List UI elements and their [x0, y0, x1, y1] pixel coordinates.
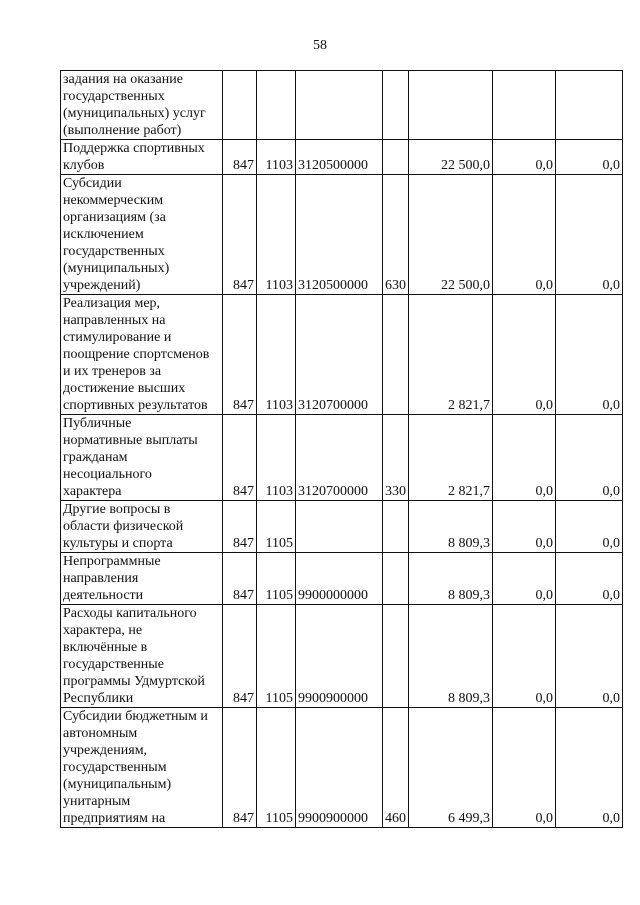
section-code-cell [257, 553, 296, 605]
amount-year2-cell [493, 175, 556, 295]
amount-year3-cell [556, 415, 623, 501]
row-name-text: Расходы капитального характера, не включённые в государственные программы Удмуртской Республики [63, 606, 205, 706]
amount-year3-text: 0,0 [602, 158, 620, 173]
target-article-text: 9900900000 [298, 811, 368, 826]
ved-code-cell [223, 175, 257, 295]
amount-year2-text: 0,0 [535, 158, 553, 173]
amount-year2-text: 0,0 [535, 278, 553, 293]
amount-year3-text: 0,0 [602, 588, 620, 603]
row-name-text: Поддержка спортивных клубов [63, 141, 205, 173]
ved-code-text: 847 [233, 588, 254, 603]
section-code-text: 1103 [265, 278, 293, 293]
row-name-text: Публичные нормативные выплаты гражданам несоциального характера [63, 416, 198, 499]
row-name-cell [61, 501, 223, 553]
ved-code-cell [223, 140, 257, 175]
row-name-cell [61, 553, 223, 605]
table-row [61, 71, 623, 140]
amount-year2-cell [493, 415, 556, 501]
ved-code-cell [223, 71, 257, 140]
expense-type-text: 460 [385, 811, 406, 826]
amount-year3-cell [556, 140, 623, 175]
section-code-cell [257, 175, 296, 295]
ved-code-cell [223, 295, 257, 415]
expense-type-cell [383, 415, 409, 501]
amount-year1-cell [409, 295, 493, 415]
ved-code-cell [223, 553, 257, 605]
target-article-text: 9900900000 [298, 691, 368, 706]
expense-type-cell [383, 553, 409, 605]
table-row [61, 501, 623, 553]
amount-year3-cell [556, 708, 623, 828]
amount-year1-text: 22 500,0 [441, 158, 490, 173]
ved-code-cell [223, 605, 257, 708]
target-article-cell [296, 175, 383, 295]
target-article-text: 3120500000 [298, 158, 368, 173]
ved-code-text: 847 [233, 398, 254, 413]
section-code-text: 1103 [265, 398, 293, 413]
row-name-cell [61, 295, 223, 415]
amount-year2-text: 0,0 [535, 536, 553, 551]
amount-year2-cell [493, 501, 556, 553]
table-row [61, 605, 623, 708]
expense-type-cell [383, 708, 409, 828]
expense-type-cell [383, 71, 409, 140]
amount-year3-cell [556, 175, 623, 295]
amount-year2-cell [493, 295, 556, 415]
amount-year1-text: 22 500,0 [441, 278, 490, 293]
row-name-text: задания на оказание государственных (муниципальных) услуг (выполнение работ) [63, 72, 206, 138]
row-name-cell [61, 605, 223, 708]
target-article-cell [296, 140, 383, 175]
table-row [61, 708, 623, 828]
amount-year1-text: 8 809,3 [448, 691, 490, 706]
amount-year3-cell [556, 71, 623, 140]
table-row [61, 553, 623, 605]
amount-year3-text: 0,0 [602, 536, 620, 551]
expense-type-cell [383, 175, 409, 295]
ved-code-text: 847 [233, 536, 254, 551]
section-code-text: 1105 [265, 691, 293, 706]
target-article-cell [296, 415, 383, 501]
target-article-cell [296, 605, 383, 708]
ved-code-text: 847 [233, 278, 254, 293]
ved-code-cell [223, 708, 257, 828]
target-article-cell [296, 71, 383, 140]
amount-year2-cell [493, 140, 556, 175]
section-code-text: 1105 [265, 588, 293, 603]
target-article-cell [296, 295, 383, 415]
expense-type-text: 330 [385, 484, 406, 499]
row-name-cell [61, 71, 223, 140]
target-article-text: 3120700000 [298, 484, 368, 499]
amount-year2-text: 0,0 [535, 588, 553, 603]
section-code-text: 1105 [265, 811, 293, 826]
expense-type-cell [383, 140, 409, 175]
expense-type-cell [383, 501, 409, 553]
amount-year2-text: 0,0 [535, 398, 553, 413]
row-name-text: Другие вопросы в области физической культуры и спорта [63, 502, 184, 551]
section-code-cell [257, 295, 296, 415]
budget-table [60, 70, 623, 828]
amount-year3-text: 0,0 [602, 691, 620, 706]
ved-code-cell [223, 501, 257, 553]
section-code-cell [257, 415, 296, 501]
target-article-text: 3120500000 [298, 278, 368, 293]
row-name-text: Непрограммные направления деятельности [63, 554, 161, 603]
section-code-text: 1105 [265, 536, 293, 551]
expense-type-cell [383, 605, 409, 708]
row-name-cell [61, 708, 223, 828]
amount-year3-cell [556, 605, 623, 708]
amount-year1-cell [409, 501, 493, 553]
amount-year1-text: 8 809,3 [448, 536, 490, 551]
page-number: 58 [313, 38, 327, 53]
amount-year1-cell [409, 605, 493, 708]
section-code-cell [257, 708, 296, 828]
amount-year1-cell [409, 71, 493, 140]
amount-year3-text: 0,0 [602, 811, 620, 826]
target-article-text: 3120700000 [298, 398, 368, 413]
amount-year3-text: 0,0 [602, 398, 620, 413]
amount-year1-text: 8 809,3 [448, 588, 490, 603]
section-code-text: 1103 [265, 484, 293, 499]
row-name-text: Реализация мер, направленных на стимулирование и поощрение спортсменов и их тренеров за достижение высших спортивных результатов [63, 296, 210, 413]
amount-year1-cell [409, 140, 493, 175]
section-code-cell [257, 605, 296, 708]
amount-year3-text: 0,0 [602, 484, 620, 499]
section-code-cell [257, 140, 296, 175]
amount-year2-text: 0,0 [535, 811, 553, 826]
amount-year2-text: 0,0 [535, 484, 553, 499]
amount-year3-cell [556, 295, 623, 415]
row-name-cell [61, 140, 223, 175]
amount-year1-cell [409, 415, 493, 501]
target-article-text: 9900000000 [298, 588, 368, 603]
target-article-cell [296, 501, 383, 553]
target-article-cell [296, 708, 383, 828]
amount-year2-cell [493, 553, 556, 605]
section-code-cell [257, 71, 296, 140]
table-row [61, 140, 623, 175]
row-name-text: Субсидии некоммерческим организациям (за исключением государственных (муниципальных) учреждений) [63, 176, 170, 293]
expense-type-cell [383, 295, 409, 415]
row-name-cell [61, 175, 223, 295]
amount-year2-cell [493, 708, 556, 828]
ved-code-text: 847 [233, 484, 254, 499]
amount-year1-text: 6 499,3 [448, 811, 490, 826]
table-row [61, 295, 623, 415]
row-name-text: Субсидии бюджетным и автономным учреждениям, государственным (муниципальным) унитарным предприятиям на [63, 709, 208, 826]
amount-year3-text: 0,0 [602, 278, 620, 293]
amount-year1-text: 2 821,7 [448, 484, 490, 499]
amount-year2-cell [493, 71, 556, 140]
ved-code-text: 847 [233, 691, 254, 706]
amount-year2-text: 0,0 [535, 691, 553, 706]
table-row [61, 415, 623, 501]
amount-year3-cell [556, 501, 623, 553]
amount-year1-cell [409, 175, 493, 295]
ved-code-cell [223, 415, 257, 501]
ved-code-text: 847 [233, 158, 254, 173]
amount-year1-cell [409, 708, 493, 828]
target-article-cell [296, 553, 383, 605]
row-name-cell [61, 415, 223, 501]
amount-year1-cell [409, 553, 493, 605]
table-row [61, 175, 623, 295]
ved-code-text: 847 [233, 811, 254, 826]
amount-year3-cell [556, 553, 623, 605]
section-code-text: 1103 [265, 158, 293, 173]
amount-year1-text: 2 821,7 [448, 398, 490, 413]
amount-year2-cell [493, 605, 556, 708]
section-code-cell [257, 501, 296, 553]
expense-type-text: 630 [385, 278, 406, 293]
